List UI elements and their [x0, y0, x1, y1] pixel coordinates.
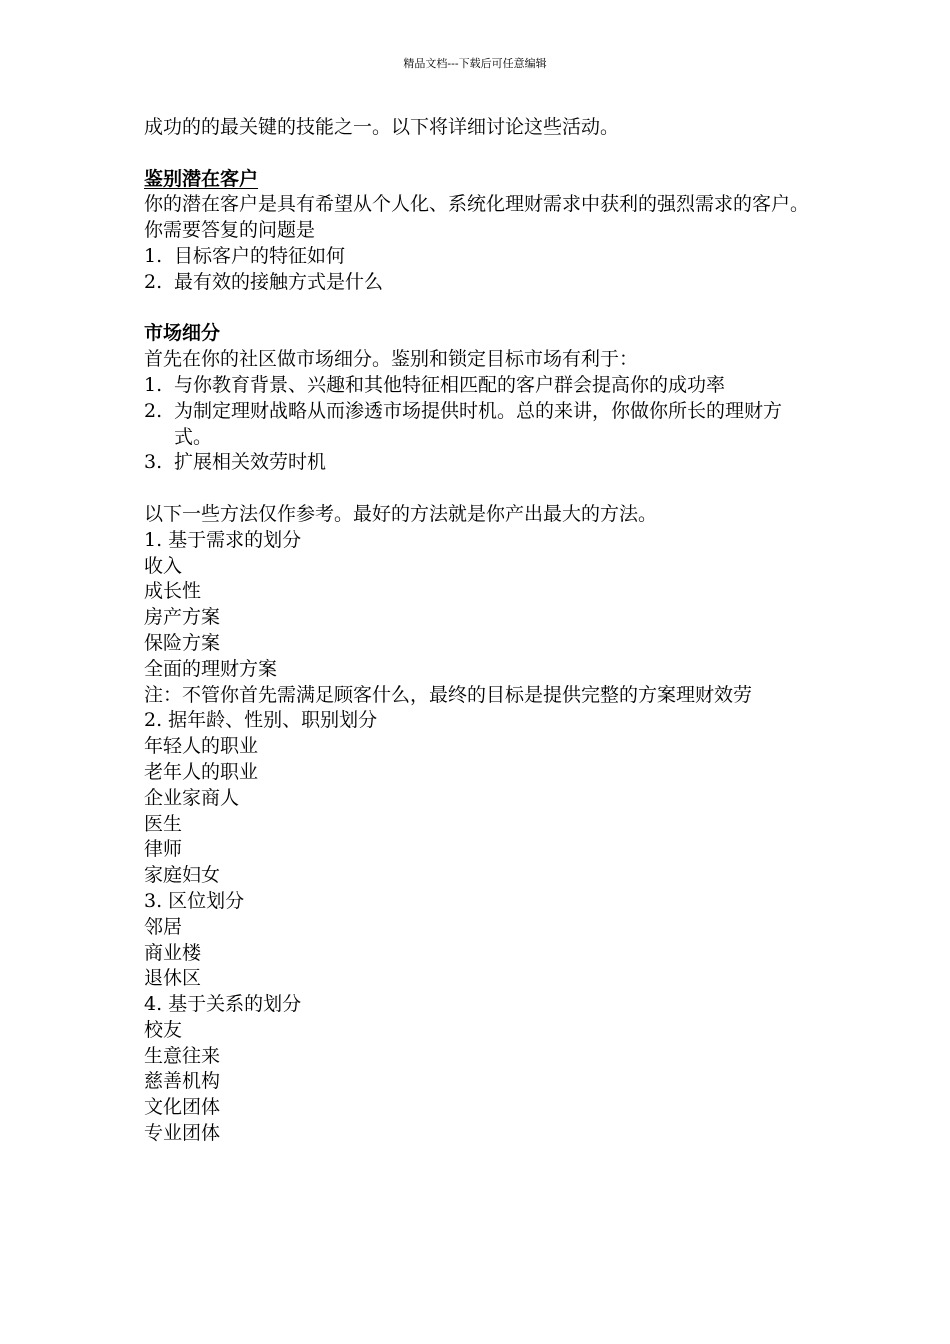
list-item [144, 270, 816, 296]
group-title: 2. 据年龄、性别、职别划分 [144, 709, 378, 732]
list-number: 2. [144, 399, 163, 422]
group-item: 慈善机构 [144, 1070, 221, 1093]
group-item: 保险方案 [144, 631, 221, 654]
section1-paragraph: 你的潜在客户是具有希望从个人化、系统化理财需求中获利的强烈需求的客户。 [144, 193, 810, 216]
list-text: 最有效的接触方式是什么 [174, 270, 384, 293]
group-item: 年轻人的职业 [144, 735, 259, 758]
intro-text: 成功的的最关键的技能之一。以下将详细讨论这些活动。 [144, 116, 620, 138]
group-title: 4. 基于关系的划分 [144, 993, 302, 1016]
list-number: 3. [144, 451, 163, 474]
group-item: 成长性 [144, 580, 202, 603]
group-item: 生意往来 [144, 1044, 221, 1067]
list-text: 为制定理财战略从而渗透市场提供时机。总的来讲，你做你所长的理财方式。 [174, 399, 783, 448]
group-item: 老年人的职业 [144, 760, 259, 783]
list-number: 2. [144, 270, 163, 293]
spacer [144, 296, 816, 322]
group-item: 校友 [144, 1018, 183, 1041]
group-item: 商业楼 [144, 941, 202, 964]
section1-question: 你需要答复的问题是 [144, 219, 316, 242]
page-header: 精品文档---下载后可任意编辑 [403, 57, 547, 70]
group-title: 1. 基于需求的划分 [144, 528, 302, 551]
group-item: 文化团体 [144, 1096, 221, 1119]
list-text: 目标客户的特征如何 [174, 244, 346, 267]
group-item: 房产方案 [144, 606, 221, 629]
list-number: 1. [144, 373, 163, 396]
list-text: 与你教育背景、兴趣和其他特征相匹配的客户群会提高你的成功率 [174, 373, 726, 396]
spacer [144, 476, 816, 502]
group-item: 退休区 [144, 967, 202, 990]
section3-intro: 以下一些方法仅作参考。最好的方法就是你产出最大的方法。 [144, 502, 658, 525]
group-item: 医生 [144, 812, 183, 835]
list-item [144, 244, 816, 270]
list-text: 扩展相关效劳时机 [174, 451, 327, 474]
group-item: 全面的理财方案 [144, 657, 278, 680]
list-number: 1. [144, 244, 163, 267]
section-heading-market-segmentation: 市场细分 [144, 322, 221, 345]
list-item [144, 373, 816, 399]
spacer [144, 141, 816, 167]
section2-paragraph: 首先在你的社区做市场细分。鉴别和锁定目标市场有利于： [144, 348, 639, 371]
group-item: 专业团体 [144, 1122, 221, 1145]
group-item: 家庭妇女 [144, 864, 221, 887]
list-item [144, 450, 816, 476]
list-item [144, 399, 816, 451]
group-item: 律师 [144, 838, 183, 861]
group-item: 收入 [144, 554, 183, 577]
group-note: 注：不管你首先需满足顾客什么，最终的目标是提供完整的方案理财效劳 [144, 683, 753, 706]
group-title: 3. 区位划分 [144, 889, 245, 912]
document-body [144, 115, 816, 1147]
group-item: 企业家商人 [144, 786, 240, 809]
group-item: 邻居 [144, 915, 183, 938]
section-heading-identify-prospects: 鉴别潜在客户 [144, 167, 259, 190]
